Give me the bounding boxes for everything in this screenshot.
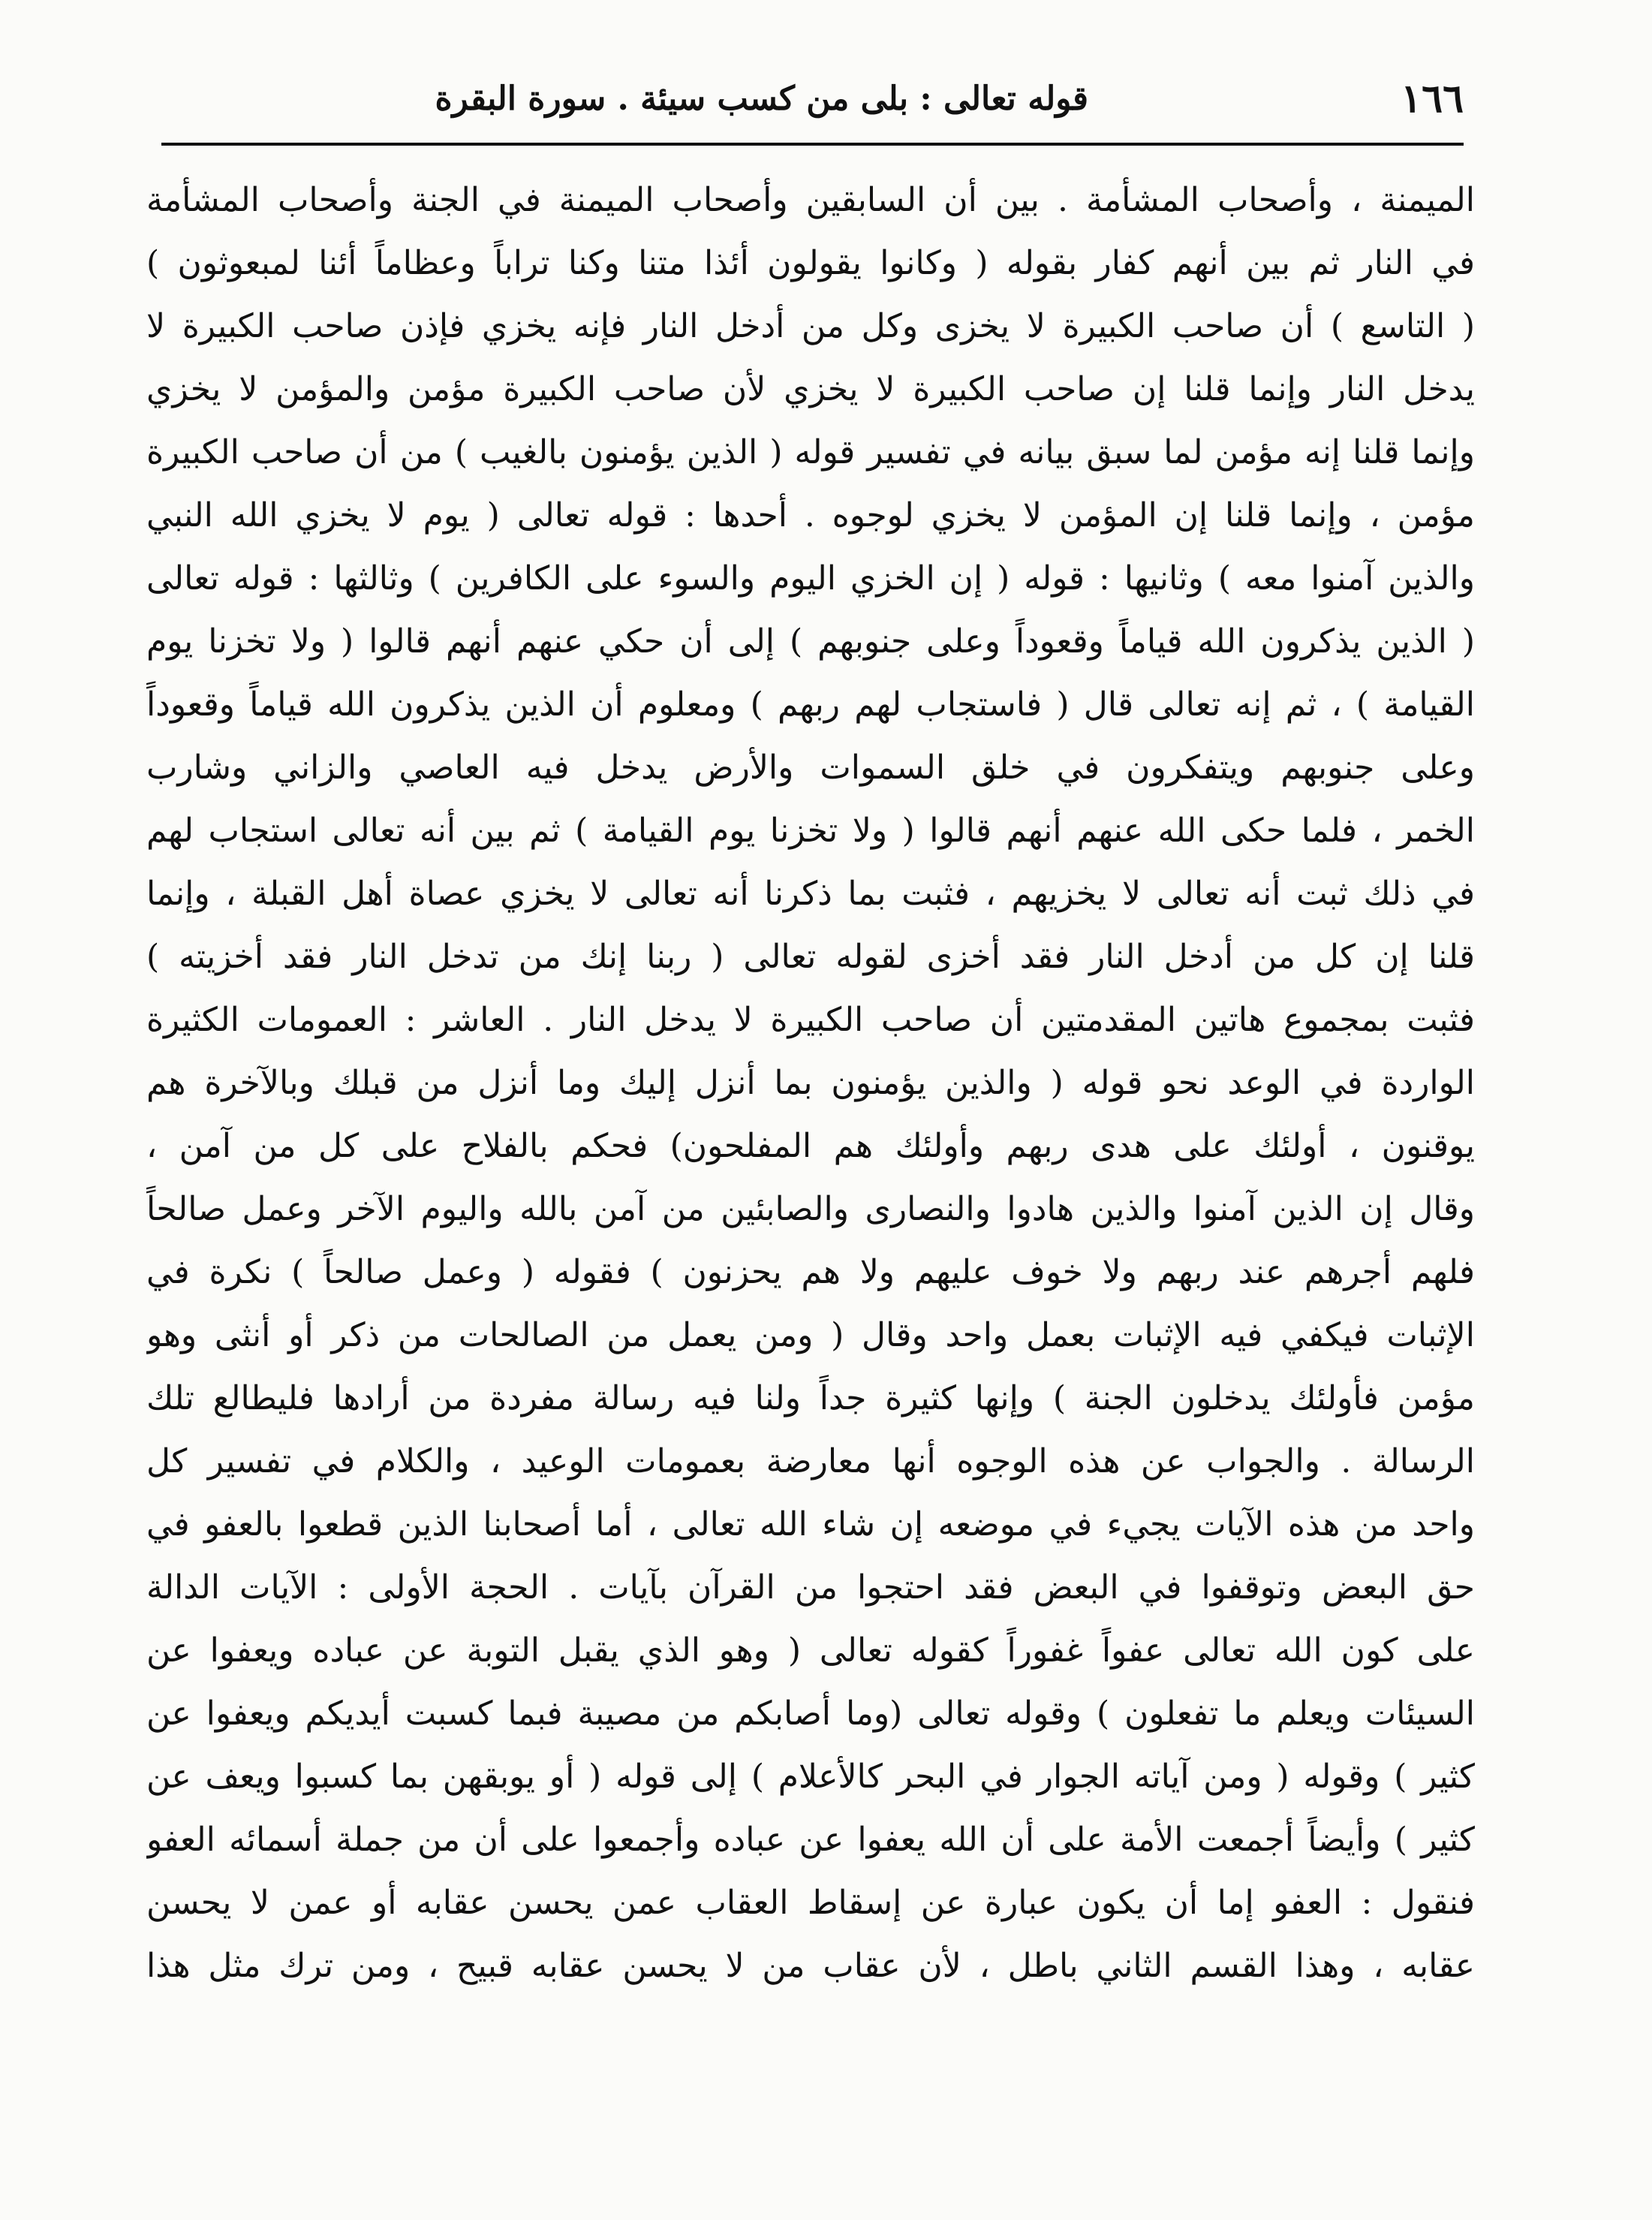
text-line: في ذلك ثبت أنه تعالى لا يخزيهم ، فثبت بما ذكرنا أنه تعالى لا يخزي عصاة أهل القبلة ، وإنما	[146, 875, 1475, 913]
text-line: فثبت بمجموع هاتين المقدمتين أن صاحب الكبيرة لا يدخل النار . العاشر : العمومات الكثيرة	[146, 1001, 1475, 1039]
text-line: مؤمن فأولئك يدخلون الجنة ) وإنها كثيرة جداً ولنا فيه رسالة مفردة من أرادها فليطالع تلك	[146, 1379, 1475, 1417]
text-line: يدخل النار وإنما قلنا إن صاحب الكبيرة لا يخزي لأن صاحب الكبيرة مؤمن والمؤمن لا يخزي	[146, 370, 1475, 408]
page-header	[161, 69, 1464, 129]
text-line: الواردة في الوعد نحو قوله ( والذين يؤمنون بما أنزل إليك وما أنزل من قبلك وبالآخرة هم	[146, 1064, 1475, 1102]
text-line: الخمر ، فلما حكى الله عنهم أنهم قالوا ( ولا تخزنا يوم القيامة ) ثم بين أنه تعالى استجاب لهم	[146, 812, 1475, 850]
text-line: قلنا إن كل من أدخل النار فقد أخزى لقوله تعالى ( ربنا إنك من تدخل النار فقد أخزيته )	[146, 938, 1475, 976]
body-text	[146, 169, 1475, 1998]
text-line: في النار ثم بين أنهم كفار بقوله ( وكانوا يقولون أئذا متنا وكنا تراباً وعظاماً أئنا لمبعوثون )	[146, 244, 1475, 282]
text-line: على كون الله تعالى عفواً غفوراً كقوله تعالى ( وهو الذي يقبل التوبة عن عباده ويعفوا عن	[146, 1631, 1475, 1670]
text-line: السيئات ويعلم ما تفعلون ) وقوله تعالى (وما أصابكم من مصيبة فبما كسبت أيديكم ويعفوا عن	[146, 1694, 1475, 1733]
text-line: وقال إن الذين آمنوا والذين هادوا والنصارى والصابئين من آمن بالله واليوم الآخر وعمل صالحاً	[146, 1190, 1475, 1228]
text-line: كثير ) وقوله ( ومن آياته الجوار في البحر كالأعلام ) إلى قوله ( أو يوبقهن بما كسبوا ويعف عن	[146, 1758, 1475, 1796]
text-line: واحد من هذه الآيات يجيء في موضعه إن شاء الله تعالى ، أما أصحابنا الذين قطعوا بالعفو في	[146, 1505, 1475, 1544]
running-header-title: قوله تعالى : بلى من كسب سيئة . سورة البقرة	[435, 80, 1088, 118]
text-line: كثير ) وأيضاً أجمعت الأمة على أن الله يعفوا عن عباده وأجمعوا على أن من جملة أسمائه العفو	[146, 1821, 1475, 1859]
text-line: فنقول : العفو إما أن يكون عبارة عن إسقاط العقاب عمن يحسن عقابه أو عمن لا يحسن	[146, 1884, 1475, 1922]
text-line: حق البعض وتوقفوا في البعض فقد احتجوا من القرآن بآيات . الحجة الأولى : الآيات الدالة	[146, 1568, 1475, 1607]
text-line: يوقنون ، أولئك على هدى ربهم وأولئك هم المفلحون) فحكم بالفلاح على كل من آمن ،	[146, 1127, 1475, 1165]
text-line: والذين آمنوا معه ) وثانيها : قوله ( إن الخزي اليوم والسوء على الكافرين ) وثالثها : قوله تعالى	[146, 559, 1475, 598]
header-divider	[161, 143, 1464, 146]
page-number: ١٦٦	[1401, 76, 1464, 122]
text-line: وعلى جنوبهم ويتفكرون في خلق السموات والأرض يدخل فيه العاصي والزاني وشارب	[146, 749, 1475, 787]
text-line: الميمنة ، وأصحاب المشأمة . بين أن السابقين وأصحاب الميمنة في الجنة وأصحاب المشأمة	[146, 181, 1475, 219]
text-line: الإثبات فيكفي فيه الإثبات بعمل واحد وقال ( ومن يعمل من الصالحات من ذكر أو أنثى وهو	[146, 1316, 1475, 1354]
text-line: عقابه ، وهذا القسم الثاني باطل ، لأن عقاب من لا يحسن عقابه قبيح ، ومن ترك مثل هذا	[146, 1947, 1475, 1985]
text-line: ( الذين يذكرون الله قياماً وقعوداً وعلى جنوبهم ) إلى أن حكي عنهم أنهم قالوا ( ولا تخزنا يوم	[146, 622, 1475, 661]
text-line: مؤمن ، وإنما قلنا إن المؤمن لا يخزي لوجوه . أحدها : قوله تعالى ( يوم لا يخزي الله النبي	[146, 496, 1475, 535]
text-line: فلهم أجرهم عند ربهم ولا خوف عليهم ولا هم يحزنون ) فقوله ( وعمل صالحاً ) نكرة في	[146, 1253, 1475, 1291]
text-line: الرسالة . والجواب عن هذه الوجوه أنها معارضة بعمومات الوعيد ، والكلام في تفسير كل	[146, 1442, 1475, 1481]
text-line: القيامة ) ، ثم إنه تعالى قال ( فاستجاب لهم ربهم ) ومعلوم أن الذين يذكرون الله قياماً وقعوداً	[146, 685, 1475, 724]
text-line: ( التاسع ) أن صاحب الكبيرة لا يخزى وكل من أدخل النار فإنه يخزي فإذن صاحب الكبيرة لا	[146, 307, 1475, 345]
text-line: وإنما قلنا إنه مؤمن لما سبق بيانه في تفسير قوله ( الذين يؤمنون بالغيب ) من أن صاحب الكبيرة	[146, 433, 1475, 471]
